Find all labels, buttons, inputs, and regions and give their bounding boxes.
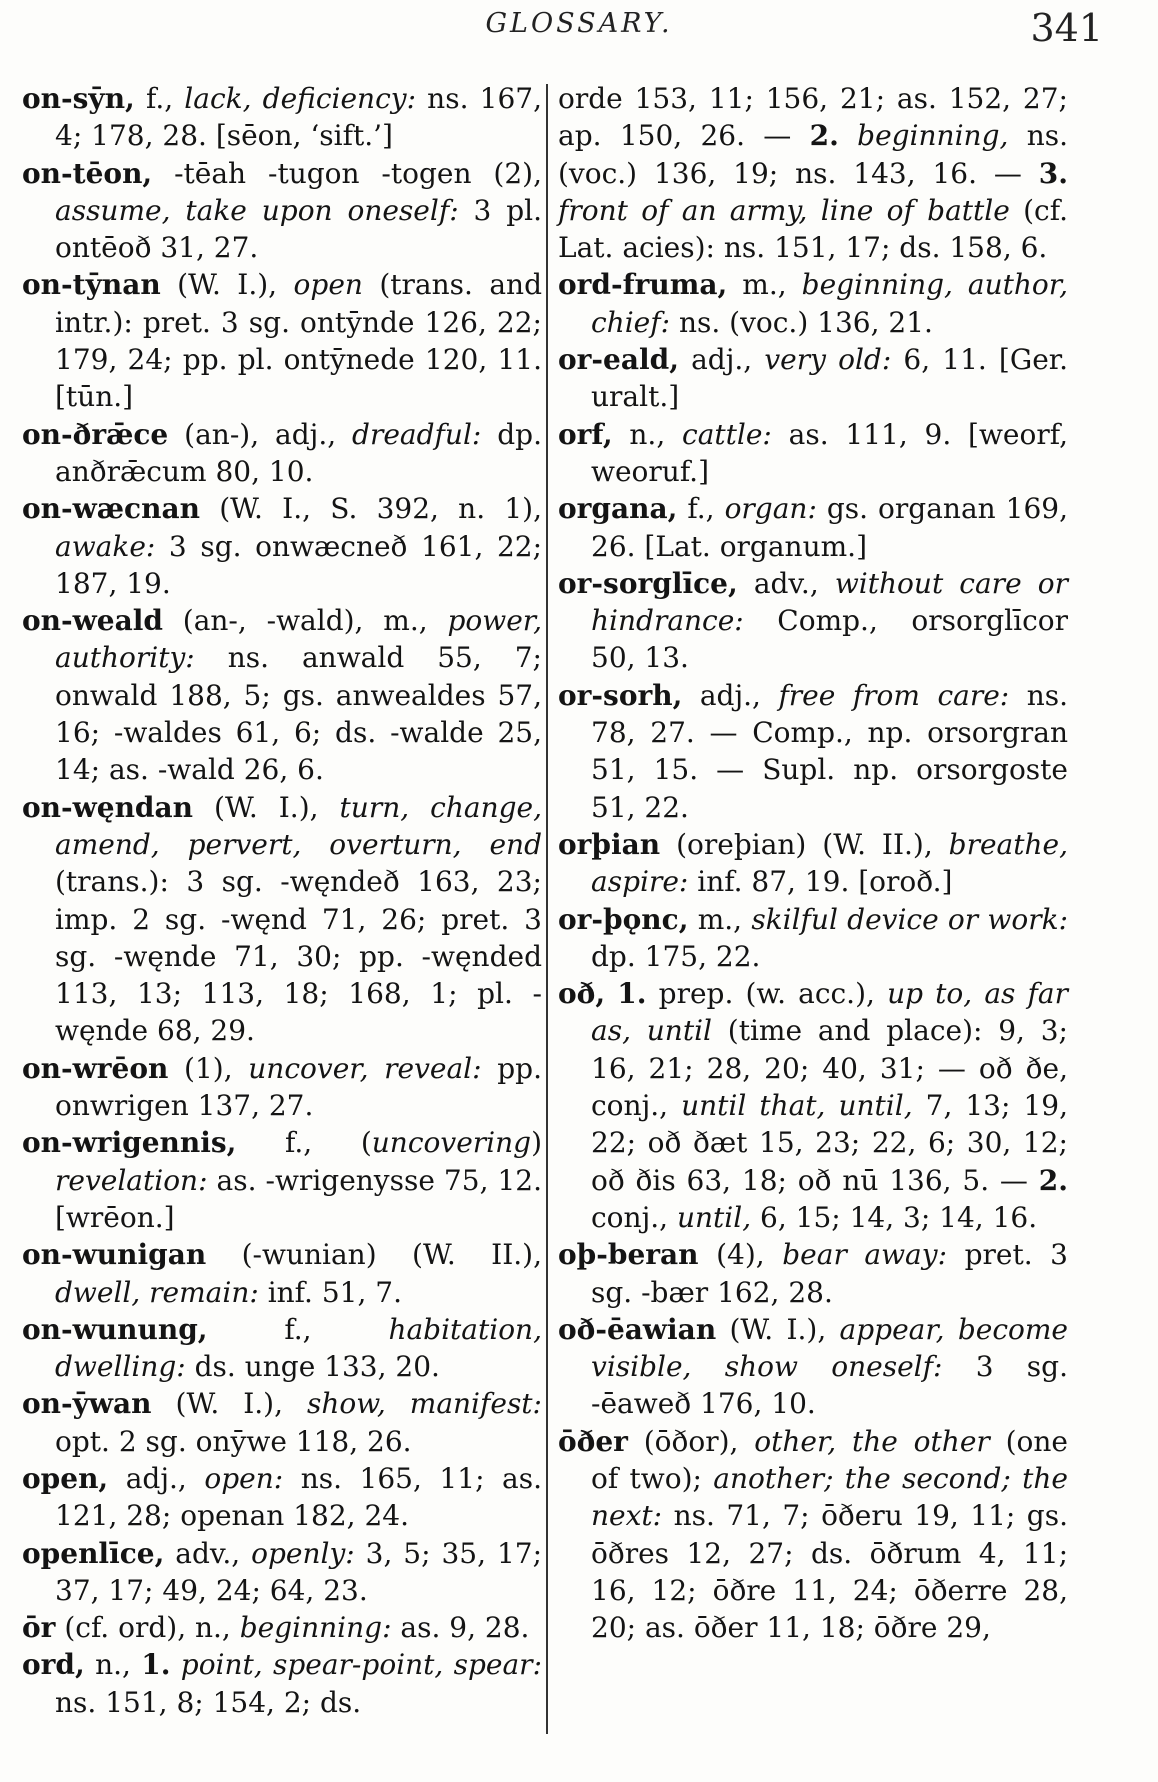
definition-text: turn, change, amend, pervert, overturn, end bbox=[55, 790, 542, 861]
glossary-entry bbox=[22, 416, 542, 491]
entry-text: 3 sg. onwæcneð 161, 22; 187, 19. bbox=[55, 529, 542, 600]
sense-number: 2. bbox=[809, 119, 839, 153]
entry-text: dp. 175, 22. bbox=[591, 939, 761, 973]
glossary-entry bbox=[22, 1385, 542, 1460]
glossary-entry bbox=[558, 677, 1068, 826]
glossary-entry bbox=[558, 826, 1068, 901]
glossary-entry bbox=[22, 1050, 542, 1125]
entry-text: orde 153, 11; 156, 21; as. 152, 27; ap. 150, 26. — bbox=[558, 82, 1068, 153]
headword: on-wunigan bbox=[22, 1238, 207, 1272]
definition-text: organ: bbox=[724, 492, 817, 526]
glossary-entry bbox=[558, 1423, 1068, 1647]
definition-text: front of an army, line of battle bbox=[558, 193, 1010, 227]
entry-text bbox=[605, 977, 617, 1010]
glossary-entry bbox=[558, 416, 1068, 491]
entry-text: 3 pl. ontēoð 31, 27. bbox=[55, 193, 542, 265]
entry-text: m., bbox=[688, 902, 752, 936]
headword: on-tȳnan bbox=[22, 268, 161, 302]
entry-text: 7, 13; 19, 22; oð ðæt 15, 23; 22, 6; 30, 12; oð ðis 63, 18; oð nū 136, 5. — bbox=[591, 1089, 1068, 1197]
definition-text: other, the other bbox=[754, 1424, 990, 1458]
headword: on-tēon, bbox=[22, 156, 153, 190]
entry-text: 3 sg. -ēaweð 176, 10. bbox=[591, 1350, 1068, 1421]
glossary-entry bbox=[558, 901, 1068, 976]
entry-text: f., bbox=[207, 1312, 389, 1346]
entry-text: adv., bbox=[737, 566, 835, 600]
glossary-entry bbox=[22, 602, 542, 788]
entry-text: ns. 167, 4; 178, 28. [sēon, ‘sift.’] bbox=[55, 82, 542, 153]
definition-text: cattle: bbox=[682, 417, 772, 451]
definition-text: revelation: bbox=[55, 1163, 208, 1197]
entry-text: ) bbox=[531, 1126, 542, 1160]
definition-text: very old: bbox=[764, 343, 892, 377]
entry-text: (cf. ord), n., bbox=[55, 1611, 240, 1645]
definition-text: dwell, remain: bbox=[55, 1275, 259, 1309]
glossary-entry bbox=[558, 490, 1068, 565]
entry-text: 6, 11. [Ger. uralt.] bbox=[591, 343, 1069, 414]
entry-text: (oreþian) (W. II.), bbox=[660, 827, 949, 861]
headword: ord, bbox=[22, 1648, 85, 1682]
glossary-entry bbox=[558, 341, 1068, 416]
entry-text: ns. 165, 11; as. 121, 28; openan 182, 24. bbox=[55, 1461, 542, 1533]
entry-text: ns. 151, 8; 154, 2; ds. bbox=[55, 1685, 362, 1719]
headword: openlīce, bbox=[22, 1536, 165, 1570]
glossary-entry bbox=[22, 1311, 542, 1386]
headword: open, bbox=[22, 1461, 109, 1495]
definition-text: skilful device or work: bbox=[751, 902, 1069, 936]
glossary-entry bbox=[558, 1236, 1068, 1311]
definition-text: show, manifest: bbox=[306, 1387, 542, 1421]
headword: on-ȳwan bbox=[22, 1387, 152, 1421]
entry-text: Comp., orsorglīcor 50, 13. bbox=[591, 604, 1068, 675]
sense-number: 2. bbox=[1038, 1163, 1068, 1197]
definition-text: lack, deficiency: bbox=[184, 82, 417, 115]
entry-text: pp. onwrigen 137, 27. bbox=[55, 1051, 542, 1123]
glossary-entry bbox=[22, 1646, 542, 1721]
running-title: GLOSSARY. bbox=[485, 8, 673, 39]
entry-text: adv., bbox=[164, 1536, 252, 1570]
glossary-entry bbox=[22, 490, 542, 602]
glossary-entry bbox=[558, 565, 1068, 677]
glossary-entry bbox=[22, 789, 542, 1050]
definition-text: power, authority: bbox=[55, 604, 542, 675]
entry-text: dp. anðrǣcum 80, 10. bbox=[55, 417, 542, 488]
entry-text: ns. anwald 55, 7; onwald 188, 5; gs. anwealdes 57, 16; -waldes 61, 6; ds. -walde 25, 14; as. -wald 26, 6. bbox=[55, 641, 542, 787]
page-number: 341 bbox=[1030, 6, 1103, 50]
entry-text: (an-), adj., bbox=[168, 417, 353, 451]
headword: on-ðrǣce bbox=[22, 417, 169, 451]
glossary-entry bbox=[22, 80, 542, 155]
entry-text: n., bbox=[84, 1648, 142, 1682]
sense-number: 3. bbox=[1038, 156, 1068, 190]
entry-text: (trans.): 3 sg. -węndeð 163, 23; imp. 2 sg. -węnd 71, 26; pret. 3 sg. -węnde 71, 30; pp. -węnded 113, 13; 113, 18; 168, 1; pl. -węnde 68, 29. bbox=[55, 865, 542, 1048]
entry-text: ns. (voc.) 136, 19; ns. 143, 16. — bbox=[558, 119, 1069, 190]
headword: on-wæcnan bbox=[22, 492, 200, 526]
entry-text: f., ( bbox=[236, 1126, 372, 1160]
headword: on-weald bbox=[22, 604, 163, 638]
entry-text: (W. I.), bbox=[193, 790, 340, 824]
definition-text: assume, take upon oneself: bbox=[55, 193, 459, 227]
entry-text: -tēah -tugon -togen (2), bbox=[152, 156, 542, 190]
right-column bbox=[558, 80, 1068, 1646]
headword: on-wrēon bbox=[22, 1051, 169, 1085]
entry-continuation bbox=[558, 80, 1068, 266]
headword: on-wunung, bbox=[22, 1312, 208, 1346]
definition-text: without care or hindrance: bbox=[591, 566, 1068, 638]
headword: oð-ēawian bbox=[558, 1312, 717, 1346]
glossary-entry bbox=[22, 155, 542, 267]
headword: ōr bbox=[22, 1611, 56, 1645]
entry-text: (1), bbox=[168, 1051, 249, 1085]
page-header bbox=[0, 6, 1158, 66]
entry-text: ns. (voc.) 136, 21. bbox=[670, 305, 933, 339]
entry-text: inf. 51, 7. bbox=[258, 1275, 402, 1309]
headword: oð, bbox=[558, 977, 606, 1011]
headword: ōðer bbox=[558, 1424, 628, 1458]
entry-text: ns. 78, 27. — Comp., np. orsorgran 51, 15. — Supl. np. orsorgoste 51, 22. bbox=[591, 678, 1069, 824]
entry-text: as. 111, 9. [weorf, weoruf.] bbox=[591, 417, 1068, 488]
entry-text: prep. (w. acc.), bbox=[646, 977, 888, 1011]
entry-text: (time and place): 9, 3; 16, 21; 28, 20; 40, 31; — oð ðe, conj., bbox=[591, 1014, 1068, 1123]
headword: orþian bbox=[558, 827, 661, 861]
headword: or-sorh, bbox=[558, 678, 683, 712]
definition-text: habitation, dwelling: bbox=[55, 1312, 542, 1384]
definition-text: appear, become visible, show oneself: bbox=[591, 1312, 1068, 1384]
entry-text: ds. unge 133, 20. bbox=[185, 1350, 440, 1384]
entry-text: (one of two); bbox=[591, 1424, 1068, 1495]
glossary-entry bbox=[22, 1609, 542, 1646]
definition-text: dreadful: bbox=[352, 417, 482, 451]
definition-text: beginning, author, chief: bbox=[591, 268, 1069, 339]
headword: ord-fruma, bbox=[558, 268, 728, 302]
entry-text: f., bbox=[134, 82, 185, 115]
headword: on-węndan bbox=[22, 790, 194, 824]
entry-text: (trans. and intr.): pret. 3 sg. ontȳnde 126, 22; 179, 24; pp. pl. ontȳnede 120, 11. [tūn.] bbox=[55, 268, 542, 414]
entry-text: (W. I.), bbox=[716, 1312, 840, 1346]
entry-text: inf. 87, 19. [oroð.] bbox=[688, 865, 953, 899]
definition-text: beginning: bbox=[239, 1611, 392, 1645]
definition-text: beginning, bbox=[857, 119, 1009, 153]
entry-text: (W. I.), bbox=[160, 268, 294, 302]
entry-text: as. 9, 28. bbox=[391, 1611, 530, 1645]
entry-text: ns. 71, 7; ōðeru 19, 11; gs. ōðres 12, 27; ds. ōðrum 4, 11; 16, 12; ōðre 11, 24; ōðerre 28, 20; as. ōðer 11, 18; ōðre 29, bbox=[591, 1499, 1068, 1645]
glossary-entry bbox=[22, 1124, 542, 1236]
definition-text: until, bbox=[676, 1200, 752, 1234]
entry-text: as. -wrigenysse 75, 12. [wrēon.] bbox=[55, 1163, 542, 1234]
definition-text: open bbox=[293, 268, 363, 302]
entry-text: f., bbox=[677, 492, 725, 526]
column-divider bbox=[546, 84, 548, 1734]
definition-text: up to, as far as, until bbox=[591, 977, 1068, 1048]
definition-text: awake: bbox=[55, 529, 156, 563]
glossary-entry bbox=[22, 266, 542, 415]
entry-text: (an-, -wald), m., bbox=[162, 604, 448, 638]
headword: oþ-beran bbox=[558, 1238, 699, 1272]
headword: orf, bbox=[558, 417, 613, 451]
entry-text: (W. I.), bbox=[151, 1387, 307, 1421]
headword: or-þǫnc, bbox=[558, 902, 689, 936]
definition-text: point, spear-point, spear: bbox=[180, 1648, 542, 1682]
entry-text bbox=[839, 119, 857, 152]
entry-text: n., bbox=[612, 417, 683, 451]
glossary-entry bbox=[22, 1236, 542, 1311]
entry-text: gs. organan 169, 26. [Lat. organum.] bbox=[591, 492, 1069, 563]
definition-text: until that, until, bbox=[681, 1089, 913, 1123]
sense-number: 1. bbox=[141, 1648, 171, 1682]
glossary-entry bbox=[558, 1311, 1068, 1423]
entry-text: 3, 5; 35, 17; 37, 17; 49, 24; 64, 23. bbox=[55, 1536, 543, 1607]
definition-text: uncovering bbox=[371, 1126, 532, 1160]
headword: organa, bbox=[558, 492, 678, 526]
definition-text: bear away: bbox=[782, 1238, 947, 1272]
definition-text: openly: bbox=[251, 1536, 355, 1570]
entry-text: (4), bbox=[698, 1238, 783, 1272]
entry-text: 6, 15; 14, 3; 14, 16. bbox=[751, 1200, 1038, 1234]
definition-text: free from care: bbox=[778, 678, 1010, 712]
entry-text: adj., bbox=[682, 678, 779, 712]
entry-text: (-wunian) (W. II.), bbox=[206, 1238, 542, 1272]
headword: or-eald, bbox=[558, 343, 679, 377]
definition-text: open: bbox=[204, 1461, 284, 1495]
entry-text: opt. 2 sg. onȳwe 118, 26. bbox=[55, 1424, 412, 1458]
entry-text: conj., bbox=[591, 1200, 677, 1234]
entry-text: (ōðor), bbox=[627, 1424, 755, 1458]
entry-text bbox=[170, 1648, 180, 1681]
definition-text: another; the second; the next: bbox=[591, 1461, 1068, 1533]
glossary-entry bbox=[558, 975, 1068, 1236]
glossary-entry bbox=[22, 1460, 542, 1535]
headword: on-wrigennis, bbox=[22, 1126, 237, 1160]
entry-text: (W. I., S. 392, n. 1), bbox=[199, 492, 542, 526]
headword: or-sorglīce, bbox=[558, 566, 738, 600]
definition-text: uncover, reveal: bbox=[248, 1051, 482, 1085]
glossary-entry bbox=[22, 1535, 542, 1610]
entry-text: adj., bbox=[108, 1461, 205, 1495]
sense-number: 1. bbox=[617, 977, 647, 1011]
headword: on-sȳn, bbox=[22, 82, 135, 115]
definition-text: breathe, aspire: bbox=[591, 827, 1068, 899]
entry-text: (cf. Lat. acies): ns. 151, 17; ds. 158, 6. bbox=[558, 193, 1068, 265]
entry-text: m., bbox=[727, 268, 802, 302]
left-column bbox=[22, 80, 542, 1721]
entry-text: pret. 3 sg. -bær 162, 28. bbox=[591, 1238, 1068, 1309]
glossary-entry bbox=[558, 266, 1068, 341]
entry-text: adj., bbox=[678, 343, 765, 377]
